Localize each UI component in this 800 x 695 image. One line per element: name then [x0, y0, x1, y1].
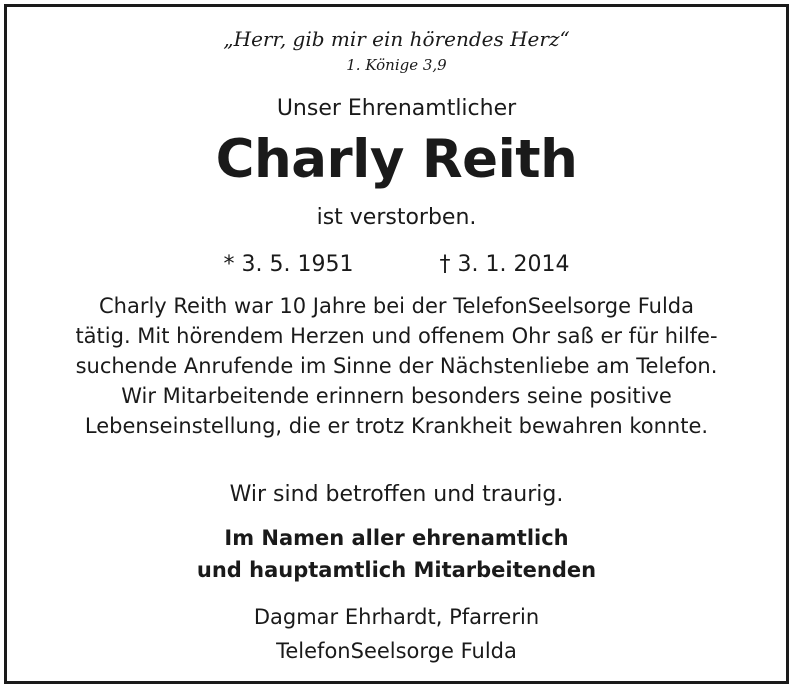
signature-line: Dagmar Ehrhardt, Pfarrerin	[253, 605, 540, 629]
bible-quote: „Herr, gib mir ein hörendes Herz“	[223, 27, 570, 51]
life-dates	[4, 252, 789, 277]
condolence-text: Wir sind betroffen und traurig.	[229, 482, 564, 507]
deceased-text: ist verstorben.	[316, 205, 477, 230]
deceased-name: Charly Reith	[215, 129, 578, 190]
on-behalf-block	[4, 522, 789, 586]
intro-text: Unser Ehrenamtlicher	[276, 96, 517, 121]
bible-verse-reference: 1. Könige 3,9	[346, 56, 447, 74]
tribute-line: Wir Mitarbeitende erinnern besonders seine positive	[121, 384, 672, 408]
signature-line: TelefonSeelsorge Fulda	[276, 639, 517, 663]
on-behalf-line: Im Namen aller ehrenamtlich	[224, 526, 569, 550]
tribute-line: Charly Reith war 10 Jahre bei der TelefonSeelsorge Fulda	[99, 294, 694, 318]
birth-date: * 3. 5. 1951	[223, 252, 354, 277]
tribute-line: Lebenseinstellung, die er trotz Krankheit bewahren konnte.	[84, 414, 709, 438]
death-date: † 3. 1. 2014	[439, 252, 570, 277]
tribute-line: tätig. Mit hörendem Herzen und offenem Ohr saß er für hilfe-	[75, 324, 718, 348]
on-behalf-line: und hauptamtlich Mitarbeitenden	[196, 558, 597, 582]
tribute-line: suchende Anrufende im Sinne der Nächstenliebe am Telefon.	[75, 354, 718, 378]
signature-block	[4, 600, 789, 668]
tribute-text	[4, 291, 789, 441]
obituary-notice	[4, 4, 789, 684]
